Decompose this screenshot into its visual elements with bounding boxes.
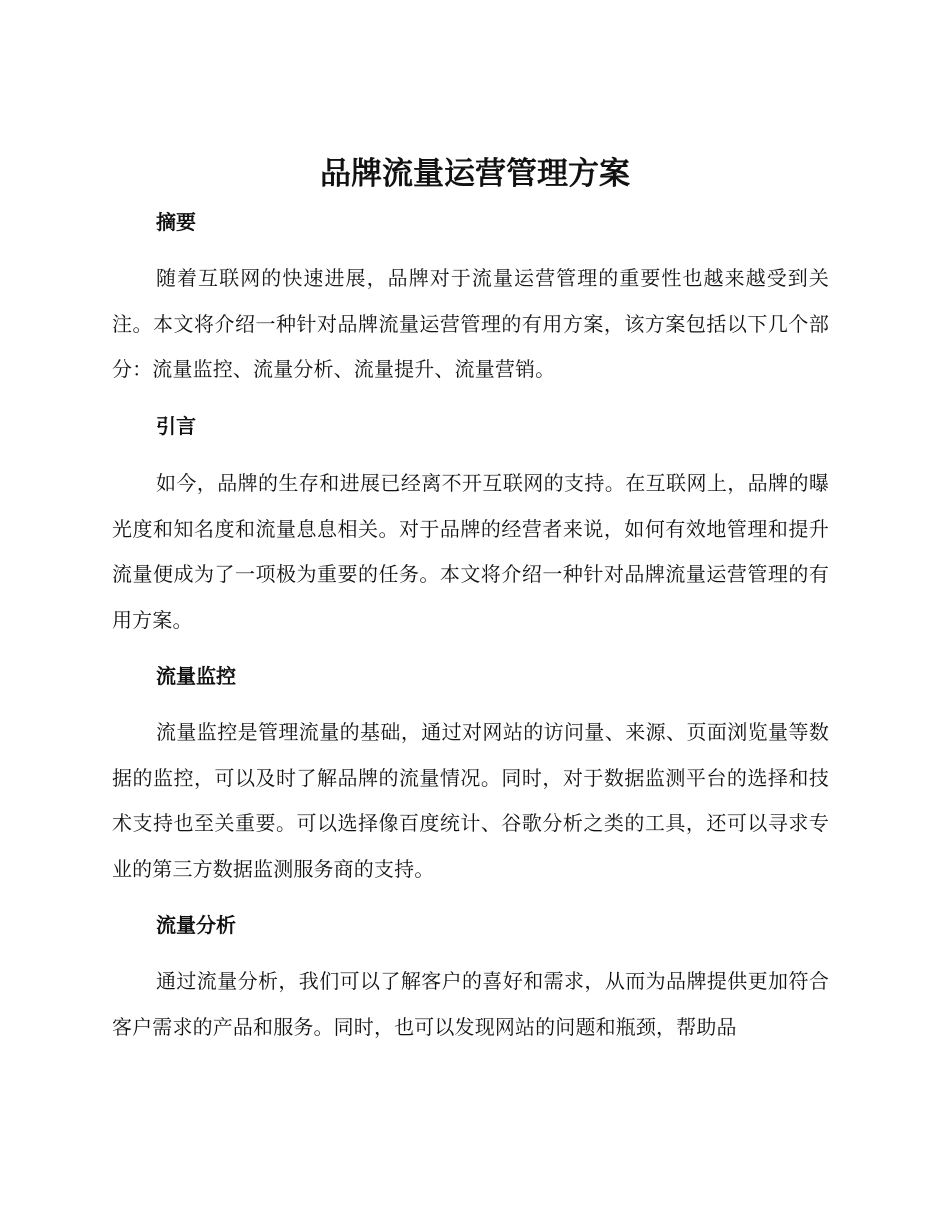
section-heading-traffic-monitoring: 流量监控 <box>156 664 236 688</box>
document-title: 品牌流量运营管理方案 <box>320 156 630 192</box>
paragraph-introduction: 如今，品牌的生存和进展已经离不开互联网的支持。在互联网上，品牌的曝光度和知名度和流量息息相关。对于品牌的经营者来说，如何有效地管理和提升流量便成为了一项极为重要的任务。本文将介绍一种针对品牌流量运营管理的有用方案。 <box>112 471 829 632</box>
section-heading-introduction: 引言 <box>156 414 196 438</box>
section-heading-abstract: 摘要 <box>156 210 196 234</box>
paragraph-abstract: 随着互联网的快速进展，品牌对于流量运营管理的重要性也越来越受到关注。本文将介绍一种针对品牌流量运营管理的有用方案，该方案包括以下几个部分：流量监控、流量分析、流量提升、流量营销。 <box>112 266 829 381</box>
paragraph-traffic-monitoring: 流量监控是管理流量的基础，通过对网站的访问量、来源、页面浏览量等数据的监控，可以及时了解品牌的流量情况。同时，对于数据监测平台的选择和技术支持也至关重要。可以选择像百度统计、谷歌分析之类的工具，还可以寻求专业的第三方数据监测服务商的支持。 <box>112 720 829 881</box>
section-heading-traffic-analysis: 流量分析 <box>156 913 236 937</box>
paragraph-traffic-analysis: 通过流量分析，我们可以了解客户的喜好和需求，从而为品牌提供更加符合客户需求的产品和服务。同时，也可以发现网站的问题和瓶颈，帮助品 <box>112 969 829 1039</box>
